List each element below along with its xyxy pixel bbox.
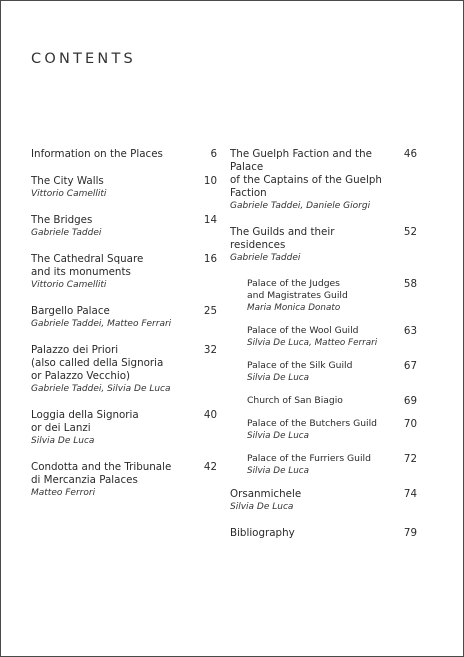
toc-subentry [247,453,417,477]
toc-entry-page-number: 63 [403,325,417,337]
toc-entry-author: Gabriele Taddei, Matteo Ferrari [31,319,172,329]
toc-entry [230,527,417,540]
toc-entry-page-number: 72 [403,453,417,465]
toc-entry [230,148,417,212]
toc-entry-author: Gabriele Taddei, Silvia De Luca [31,384,171,394]
toc-entry-author: Gabriele Taddei [31,228,102,238]
toc-subentry [247,418,417,442]
toc-entry-page-number: 10 [203,175,217,187]
toc-entry [31,461,217,499]
toc-entry-title: Orsanmichele [230,488,302,500]
toc-subentry [247,278,417,314]
toc-entry-title: Palace of the Judges and Magistrates Guild [247,278,348,301]
toc-entry-title: Palace of the Wool Guild [247,325,359,336]
toc-entry-title: Palace of the Furriers Guild [247,453,371,464]
toc-entry [31,148,217,161]
toc-entry-page-number: 42 [203,461,217,473]
toc-entry-page-number: 32 [203,344,217,356]
toc-subentry [247,325,417,349]
toc-entry [230,488,417,513]
toc-entry-page-number: 79 [403,527,417,539]
toc-subentry [247,360,417,384]
toc-entry-author: Silvia De Luca [31,436,95,446]
toc-entry-author: Silvia De Luca [230,502,294,512]
toc-entry-author: Gabriele Taddei, Daniele Giorgi [230,201,371,211]
toc-left-column [31,148,217,513]
toc-entry-title: Loggia della Signoria or dei Lanzi [31,409,139,434]
toc-right-column [230,148,417,554]
toc-entry [230,226,417,264]
toc-entry-title: The Bridges [31,214,93,226]
toc-entry [31,175,217,200]
toc-entry-page-number: 25 [203,305,217,317]
toc-entry-title: Palace of the Butchers Guild [247,418,377,429]
toc-entry-title: Condotta and the Tribunale di Mercanzia Palaces [31,461,172,486]
toc-entry-author: Silvia De Luca, Matteo Ferrari [247,338,378,348]
toc-entry-page-number: 67 [403,360,417,372]
toc-entry-title: Information on the Places [31,148,163,160]
toc-entry-page-number: 6 [210,148,217,160]
toc-entry-author: Gabriele Taddei [230,253,301,263]
toc-entry [31,409,217,447]
toc-entry-page-number: 46 [403,148,417,160]
toc-entry-page-number: 58 [403,278,417,290]
toc-entry-title: Bibliography [230,527,295,539]
page-title: CONTENTS [31,51,136,67]
toc-entry [31,344,217,395]
toc-entry [31,253,217,291]
toc-entry-title: The Guelph Faction and the Palace of the Captains of the Guelph Faction [230,148,382,199]
toc-entry-author: Vittorio Camelliti [31,189,107,199]
toc-entry-page-number: 40 [203,409,217,421]
toc-entry-author: Silvia De Luca [247,431,309,441]
toc-entry-title: The City Walls [31,175,104,187]
toc-entry-page-number: 14 [203,214,217,226]
toc-entry-author: Matteo Ferrori [31,488,96,498]
toc-subentry [247,395,417,407]
toc-entry-author: Maria Monica Donato [247,303,341,313]
toc-entry-author: Silvia De Luca [247,373,309,383]
toc-entry-title: Palazzo dei Priori (also called della Signoria or Palazzo Vecchio) [31,344,164,382]
toc-entry-page-number: 16 [203,253,217,265]
toc-entry [31,214,217,239]
toc-entry-page-number: 74 [403,488,417,500]
toc-entry [31,305,217,330]
toc-entry-title: Church of San Biagio [247,395,343,406]
toc-entry-page-number: 69 [403,395,417,407]
toc-entry-author: Vittorio Camelliti [31,280,107,290]
toc-entry-page-number: 70 [403,418,417,430]
toc-entry-title: The Cathedral Square and its monuments [31,253,144,278]
toc-entry-title: Bargello Palace [31,305,110,317]
toc-entry-title: Palace of the Silk Guild [247,360,353,371]
toc-entry-page-number: 52 [403,226,417,238]
toc-entry-author: Silvia De Luca [247,466,309,476]
toc-entry-title: The Guilds and their residences [230,226,335,251]
